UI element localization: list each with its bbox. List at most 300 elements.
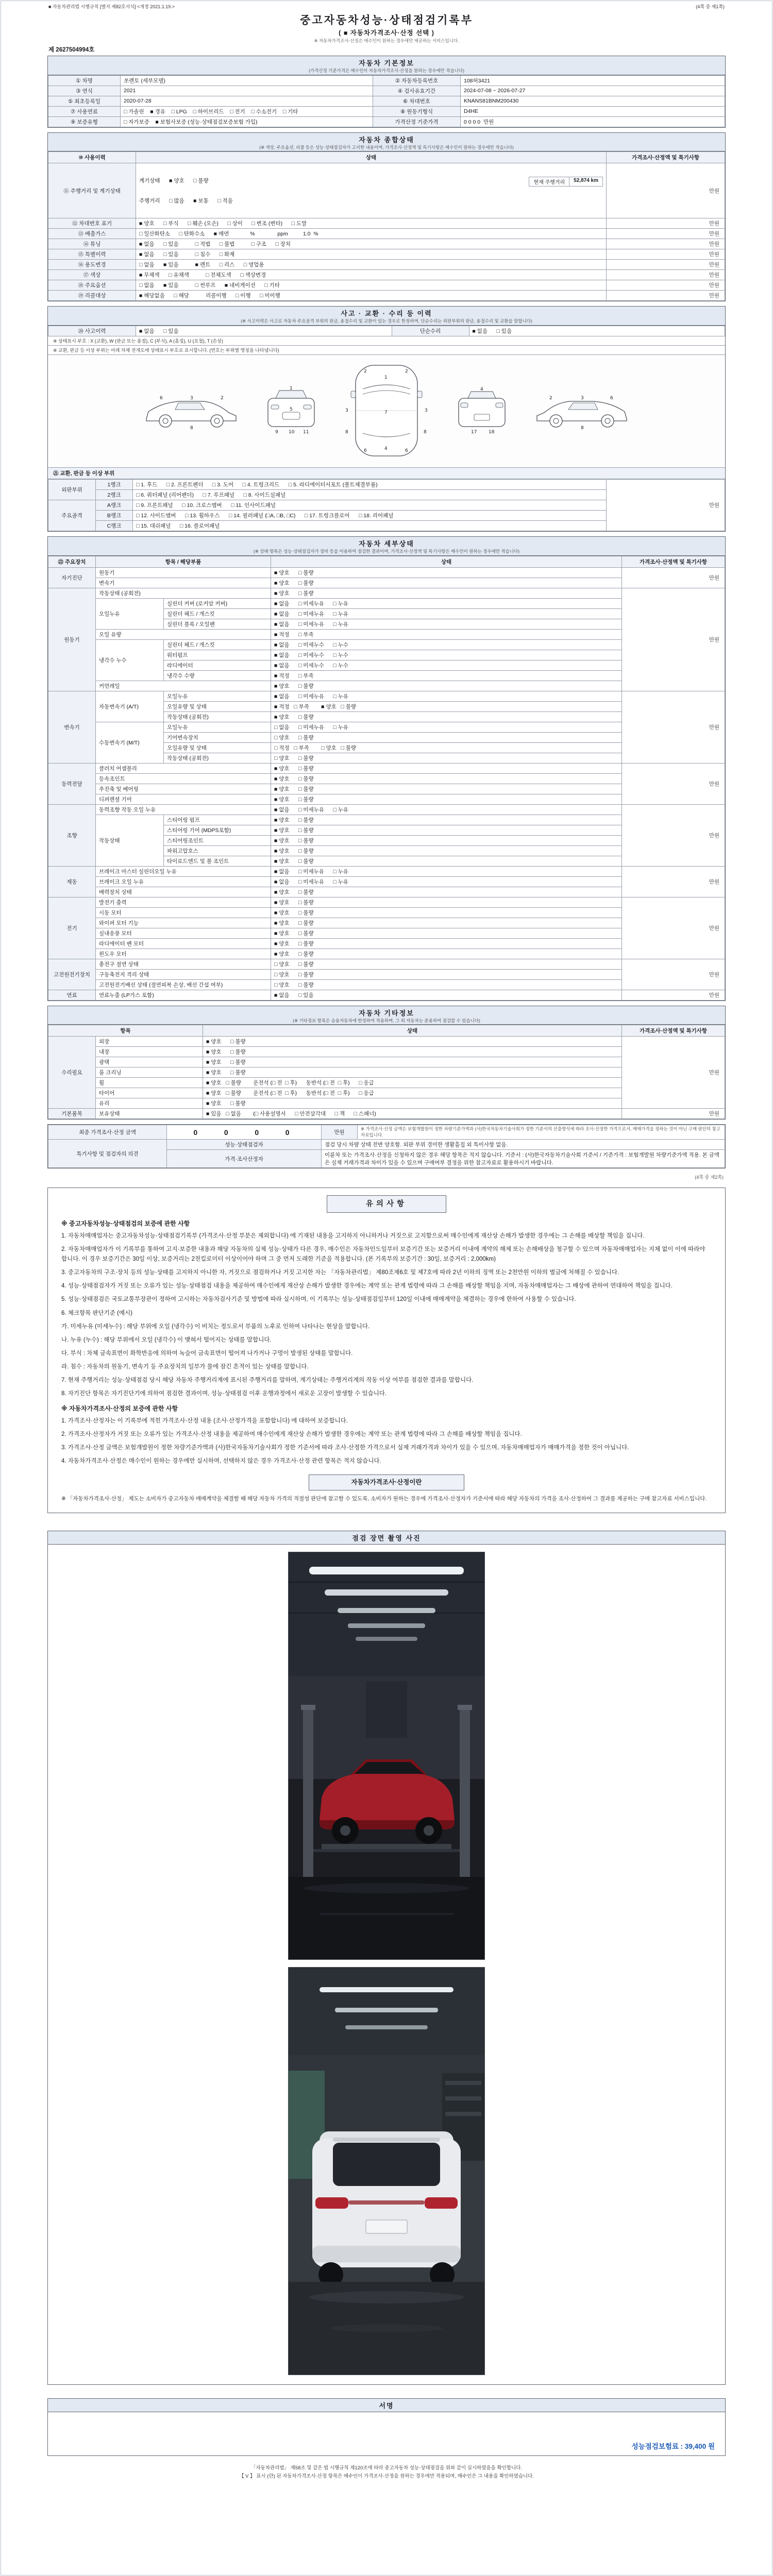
state-cell: ■ 없음 □ 미세누유 □ 누유	[271, 804, 622, 815]
mileage-value: 52,874 km	[569, 177, 602, 186]
car-side-left-view	[142, 387, 240, 434]
part-cell: 실린더 헤드 / 개스킷	[164, 639, 271, 650]
label-cell: 특기사항 및 점검자의 의견	[48, 1140, 167, 1168]
notice-item: 나. 누유 (누수) : 해당 부위에서 오일 (냉각수) 이 맺혀서 떨어지는 상태를 말합니다.	[61, 1336, 272, 1343]
price-cell: 만원	[607, 280, 725, 291]
state-cell: ■ 양호 □ 불량 운전석 (□ 전 □ 후) 동반석 (□ 전 □ 후) □ 응급	[203, 1088, 622, 1098]
diagram-number: 3	[345, 408, 348, 413]
basic-info-title: 자동차 기본정보	[359, 59, 414, 67]
inspection-photo-lift	[288, 1552, 485, 1960]
item-cell: 자동변속기 (A/T)	[96, 691, 164, 722]
part-cell: 실린더 헤드 / 개스킷	[164, 608, 271, 619]
label-cell: 최종 가격조사·산정 금액	[48, 1125, 167, 1140]
column-header: 상태	[271, 556, 622, 567]
diagram-number: 6	[364, 448, 367, 453]
part-cell: 라디에이터	[164, 660, 271, 670]
state-cell: ■ 양호 □ 불량	[271, 938, 622, 948]
state-cell: ■ 양호 □ 불량	[271, 681, 622, 691]
state-cell: ■ 양호 □ 불량	[203, 1098, 622, 1109]
notice-item: 라. 침수 : 자동차의 원동기, 변속기 등 주요장치의 일부가 물에 잠긴 흔적이 있는 상태를 말합니다.	[61, 1363, 309, 1370]
state-cell: ■ 없음 □ 미세누유 □ 누유	[271, 691, 622, 701]
state-cell: ■ 양호 □ 불량	[203, 1037, 622, 1047]
item-cell: 타이어	[96, 1088, 203, 1098]
document-title: 중고자동차성능·상태점검기록부	[300, 14, 473, 26]
photos-header	[48, 1531, 725, 1545]
photos-title: 점검 장면 촬영 사진	[352, 1534, 421, 1542]
item-cell: 브레이크 오일 누유	[96, 876, 271, 887]
item-cell: 디퍼렌셜 기어	[96, 794, 271, 804]
state-cell: ■ 없음 □ 있음	[271, 990, 622, 1000]
state-cell: ■ 양호 □ 불량	[203, 1067, 622, 1078]
device-cell: 조향	[48, 804, 96, 866]
signature-header	[48, 2399, 725, 2412]
part-cell: 스티어링 펌프	[164, 815, 271, 825]
column-header: 가격조사·산정액 및 특기사항	[622, 556, 725, 567]
item-cell: 추진축 및 베어링	[96, 784, 271, 794]
state-cell: ■ 없음 □ 있음 □ 침수 □ 화재	[136, 249, 607, 260]
car-body-diagram	[48, 355, 725, 468]
label-cell: ⑮ 특별이력	[48, 249, 136, 260]
state-cell: ■ 양호 □ 불량	[271, 835, 622, 845]
part-cell: 기어변속장치	[164, 732, 271, 742]
state-cell: ■ 양호 □ 불량	[271, 856, 622, 866]
part-cell: 스티어링조인트	[164, 835, 271, 845]
current-mileage-box	[529, 177, 603, 187]
item-cell: 유리	[96, 1098, 203, 1109]
notice-item: 3. 가격조사·산정 금액은 보험개발원이 정한 차량기준가액과 (사)한국자동차기술사회가 정한 기준서에 따라 조사·산정한 가격으로서 실제 거래가격과 차이가 있을 수 있으며, 자동차매매업자가 매매가격을 정한 것이 아닙니다.	[61, 1445, 629, 1451]
parts-cell: □ 12. 사이드멤버 □ 13. 휠하우스 □ 14. 필러패널 (□A, □B, □C) □ 17. 트렁크플로어 □ 18. 리어패널	[133, 510, 607, 520]
price-option-note: ※ 자동차가격조사·산정은 매수인이 원하는 경우에만 제공하는 서비스입니다.	[314, 38, 459, 43]
state-cell: ■ 양호 □ 불량	[271, 567, 622, 578]
odometer-line2: 주행거리 □ 많음 ■ 보통 □ 적음	[139, 198, 233, 205]
label-cell: ⑰ 색상	[48, 270, 136, 280]
item-cell: 오일누유	[96, 598, 164, 629]
label-cell: ⑨ 보증유형	[48, 116, 121, 127]
item-cell: 외장	[96, 1037, 203, 1047]
basic-info-section	[47, 56, 726, 128]
item-cell: 작동상태	[96, 815, 164, 866]
diagram-number: 3	[581, 395, 584, 401]
detail-title: 자동차 세부상태	[359, 539, 414, 548]
value-cell: 2021	[121, 86, 373, 96]
notice-item: 4. 성능·상태점검자가 거짓 또는 오류가 있는 성능·상태점검 내용을 제공하여 매수인에게 재산상 손해가 발생한 경우에는 계약 또는 관계 법령에 따라 그 손해를 배상할 책임을 지며, 자동차매매업자는 그 배상에 관하여 연대하여 책임을 집니다.	[61, 1283, 673, 1290]
label-cell: ② 자동차등록번호	[373, 75, 461, 86]
misc-note: (※ 기타정보 항목은 승용자동차에 한정하여 적용하며, 그 외 자동차는 준용하여 점검할 수 있습니다)	[293, 1018, 480, 1023]
value-cell: 108허3421	[461, 75, 725, 86]
footer-line: 【 V 】 표시 (란) 된 자동차가격조사·산정 항목은 매수인이 가격조사·산정을 원하는 경우에만 적용되며, 매수인은 그 내용을 확인하였습니다.	[239, 2473, 534, 2479]
item-cell: 변속기	[96, 578, 271, 588]
photos-body	[48, 1545, 725, 2384]
item-cell: 작동상태 (공회전)	[96, 588, 271, 598]
price-cell: 만원	[622, 959, 725, 990]
notice-subheading: ※ 중고자동차성능·상태점검의 보증에 관한 사항	[61, 1220, 190, 1228]
device-cell: 전기	[48, 897, 96, 959]
column-header: ㉒ 주요장치	[48, 556, 96, 567]
diagram-number: 8	[581, 425, 584, 431]
diagram-number: 8	[424, 429, 427, 435]
state-cell: ■ 양호 □ 불량	[271, 948, 622, 959]
item-cell: 발전기 출력	[96, 897, 271, 907]
state-cell: ■ 해당없음 □ 해당 리콜이행 □ 이행 □ 미이행	[136, 291, 607, 301]
item-cell: 광택	[96, 1057, 203, 1067]
column-header: 상태	[203, 1025, 622, 1037]
notice-item: 4. 자동차가격조사·산정은 매수인이 원하는 경우에만 실시하며, 선택하지 않은 경우 가격조사·산정 관련 항목은 적지 않습니다.	[61, 1458, 381, 1465]
odometer-state-cell	[136, 163, 607, 218]
parts-cell: □ 6. 쿼터패널 (리어펜더) □ 7. 루프패널 □ 8. 사이드실패널	[133, 489, 607, 500]
accident-title: 사고 · 교환 · 수리 등 이력	[341, 310, 432, 318]
overall-condition-section	[47, 132, 726, 302]
opinion-text: 이륜차 또는 가격조사·산정을 신청하지 않은 경우 해당 항목은 적지 않습니다. 기준서 : (사)한국자동차기술사회 기준서 / 기준가격 : 보험개발원 차량기준가액 적용. 본 금액은 실제 거래가격과 차이가 있을 수 있으며 구매여부 결정을 위한 참고자료로 활용하시기 바랍니다.	[322, 1150, 725, 1168]
part-cell: 실린더 커버 (로커암 커버)	[164, 598, 271, 608]
part-cell: 오일누유	[164, 722, 271, 732]
state-cell: ■ 없음 □ 있음	[469, 326, 725, 336]
state-cell: □ 없음 ■ 있음 □ 썬루프 ■ 네비게이션 □ 기타	[136, 280, 607, 291]
unit-cell: 만원	[322, 1125, 358, 1140]
label-cell: ⑧ 원동기형식	[373, 106, 461, 116]
document-number: 제 2627504994호	[48, 47, 95, 53]
device-cell: 자기진단	[48, 567, 96, 588]
final-price-value: 0 0 0 0	[167, 1125, 322, 1140]
state-cell: ■ 무채색 □ 유채색 □ 전체도색 □ 색상변경	[136, 270, 607, 280]
label-cell: ⑤ 최초등록일	[48, 96, 121, 106]
diagram-number: 8	[190, 425, 193, 431]
group-cell: 수리필요	[48, 1037, 96, 1109]
final-price-section	[47, 1124, 726, 1168]
diagram-number: 11	[303, 429, 309, 435]
part-cell: 오일유량 및 상태	[164, 742, 271, 753]
item-cell: 라디에이터 팬 모터	[96, 938, 271, 948]
group-cell: 외판부위	[48, 479, 96, 500]
final-price-table	[48, 1125, 725, 1168]
state-cell: ■ 적정 □ 부족	[271, 629, 622, 639]
state-cell: ■ 양호 □ 불량	[203, 1047, 622, 1057]
state-cell: □ 양호 □ 불량	[271, 959, 622, 969]
label-cell: 단순수리	[392, 326, 469, 336]
column-header: 가격조사·산정액 및 특기사항	[607, 152, 725, 163]
pricing-definition-title: 자동차가격조사·산정이란	[309, 1475, 464, 1490]
notice-item: 1. 자동차매매업자는 중고자동차성능·상태점검기록부 (가격조사·산정 부분은 제외합니다) 에 기재된 내용을 고지하지 아니하거나 거짓으로 고지함으로써 매수인에게 재산상 손해가 발생한 경우에는 그 손해를 배상할 책임을 집니다.	[61, 1233, 645, 1240]
item-cell: 윈도우 모터	[96, 948, 271, 959]
diagram-number: 3	[190, 395, 193, 401]
price-cell: 만원	[622, 990, 725, 1000]
value-cell: KNANS81BNM200430	[461, 96, 725, 106]
value-cell: 2020-07-28	[121, 96, 373, 106]
label-cell: ⑥ 차대번호	[373, 96, 461, 106]
car-top-view	[342, 361, 431, 460]
notice-title: 유의사항	[327, 1195, 446, 1213]
signature-area	[48, 2412, 725, 2455]
final-price-note: ※ 가격조사·산정 금액은 보험개발원이 정한 차량기준가액과 (사)한국자동차기술사회가 정한 기준서의 산출방식에 따라 조사·산정한 가격으로서, 매매가격을 정하는 것이 아닌 구매 판단의 참고자료입니다.	[358, 1125, 725, 1140]
overall-note: (※ 색상, 주요옵션, 리콜 등은 성능·상태점검자가 고지한 내용이며, 가격조사·산정액 및 특기사항은 매수인이 원하는 경우에만 적습니다)	[259, 144, 514, 150]
price-cell: 만원	[622, 691, 725, 763]
device-cell: 제동	[48, 866, 96, 897]
misc-header	[48, 1006, 725, 1025]
rank-cell: A랭크	[96, 500, 133, 510]
accident-history-table	[48, 326, 725, 336]
fuel-checkboxes: □ 가솔린 ■ 경유 □ LPG □ 하이브리드 □ 전기 □ 수소전기 □ 기타	[121, 106, 373, 116]
part-cell: 냉각수 수량	[164, 670, 271, 681]
item-cell: 동력조향 작동 오일 누유	[96, 804, 271, 815]
part-cell: 작동상태 (공회전)	[164, 753, 271, 763]
price-cell: 만원	[607, 291, 725, 301]
car-front-view	[263, 385, 320, 436]
overall-table	[48, 151, 725, 301]
state-cell: ■ 양호 □ 부식 □ 훼손 (오손) □ 상이 □ 변조 (변타) □ 도말	[136, 218, 607, 229]
page-marker: (4쪽 중 제2쪽)	[695, 1175, 724, 1180]
item-cell: 휠	[96, 1078, 203, 1088]
part-cell: 파워고압호스	[164, 845, 271, 856]
detail-header	[48, 537, 725, 556]
label-cell: ⑲ 리콜대상	[48, 291, 136, 301]
state-cell: □ 없음 □ 미세누유 □ 누유	[271, 722, 622, 732]
label-cell: ⑭ 튜닝	[48, 239, 136, 249]
accident-header	[48, 307, 725, 326]
price-cell: 만원	[622, 588, 725, 691]
group-cell: 기본품목	[48, 1109, 96, 1119]
basic-info-table	[48, 75, 725, 127]
state-cell: ■ 양호 □ 불량	[271, 711, 622, 722]
notice-item: 7. 현재 주행거리는 성능·상태점검 당시 해당 자동차 주행거리계에 표시된 주행거리를 말하며, 계기상태는 주행거리계의 작동 이상 여부를 점검한 결과를 말합니다.	[61, 1377, 474, 1383]
state-cell: ■ 없음 □ 있음 □ 적법 □ 불법 □ 구조 □ 장치	[136, 239, 607, 249]
diagram-number: 6	[610, 395, 613, 401]
diagram-number: 9	[275, 429, 278, 435]
part-cell: 워터펌프	[164, 650, 271, 660]
label-cell: ⑱ 주요옵션	[48, 280, 136, 291]
gauge-state: 계기상태 ■ 양호 □ 불량	[139, 178, 209, 184]
notice-item: 8. 자기진단 항목은 자기진단기에 의하여 점검한 결과이며, 성능·상태점검 이후 운행과정에서 새로운 고장이 발생할 수 있습니다.	[61, 1390, 387, 1397]
state-cell: ■ 없음 □ 미세누유 □ 누유	[271, 876, 622, 887]
item-cell: 내장	[96, 1047, 203, 1057]
price-cell: 만원	[622, 866, 725, 897]
odometer-line1	[139, 177, 603, 184]
item-cell: 커먼레일	[96, 681, 271, 691]
item-cell: 충전구 절연 상태	[96, 959, 271, 969]
notice-item: 6. 체크항목 판단기준 (예시)	[61, 1310, 132, 1316]
rank-cell: C랭크	[96, 520, 133, 531]
rank-cell: 2랭크	[96, 489, 133, 500]
car-rear-view	[453, 385, 510, 436]
misc-info-section	[47, 1006, 726, 1120]
diagram-number: 2	[364, 368, 367, 374]
group-cell: 주요골격	[48, 500, 96, 531]
label-cell: ⑪ 주행거리 및 계기상태	[48, 163, 136, 218]
label-cell: ⑯ 용도변경	[48, 260, 136, 270]
item-cell: 보유상태	[96, 1109, 203, 1119]
state-cell: ■ 양호 □ 불량	[271, 918, 622, 928]
notice-item: 가. 미세누유 (미세누수) : 해당 부위에 오일 (냉각수) 이 비치는 정도로서 부품의 노후로 인하여 나타나는 현상을 말합니다.	[61, 1323, 370, 1330]
state-cell: ■ 없음 □ 있음	[136, 326, 392, 336]
value-cell: 0 0 0 0 만원	[461, 116, 725, 127]
diagram-number: 1	[290, 385, 293, 391]
price-cell: 만원	[622, 1109, 725, 1119]
inspection-photo-rear	[288, 1967, 485, 2375]
device-cell: 변속기	[48, 691, 96, 763]
page-marker: (4쪽 중 제1쪽)	[696, 4, 725, 9]
accident-history-section	[47, 306, 726, 532]
diagram-number: 2	[405, 368, 408, 374]
form-reference: ■ 자동차관리법 시행규칙 [별지 제82호서식] <개정 2021.1.19.>	[48, 4, 175, 9]
diagram-number: 10	[289, 429, 295, 435]
exchange-area-table	[48, 479, 725, 531]
state-cell: ■ 양호 □ 불량	[271, 897, 622, 907]
state-cell: ■ 양호 □ 불량	[271, 907, 622, 918]
state-cell: ■ 없음 □ 미세누유 □ 누유	[271, 598, 622, 608]
state-cell: ■ 양호 □ 불량	[271, 815, 622, 825]
state-cell: ■ 적정 □ 부족 ■ 양호 □ 불량	[271, 701, 622, 711]
device-cell: 고전원전기장치	[48, 959, 96, 990]
item-cell: 연료누출 (LP가스 포함)	[96, 990, 271, 1000]
label-cell: 가격·조사산정자	[167, 1150, 322, 1168]
state-cell: □ 양호 □ 불량	[271, 969, 622, 979]
part-cell: 작동상태 (공회전)	[164, 711, 271, 722]
label-cell: 가격산정 기준가격	[373, 116, 461, 127]
label-cell: ③ 연식	[48, 86, 121, 96]
diagram-number: 17	[471, 429, 477, 435]
diagram-number: 8	[345, 429, 348, 435]
label-cell: ⑬ 배출가스	[48, 229, 136, 239]
device-cell: 연료	[48, 990, 96, 1000]
misc-title: 자동차 기타정보	[359, 1009, 414, 1017]
price-cell: 만원	[607, 479, 725, 531]
label-cell: ⑳ 사고이력	[48, 326, 136, 336]
item-cell: 고전원전기배선 상태 (절연피복 손상, 배선 간섭 여부)	[96, 979, 271, 990]
state-cell: ■ 양호 □ 불량	[271, 784, 622, 794]
price-cell: 만원	[622, 763, 725, 804]
price-cell: 만원	[607, 239, 725, 249]
price-cell: 만원	[622, 1037, 725, 1109]
item-cell: 클러치 어셈블리	[96, 763, 271, 773]
diagram-number: 6	[405, 448, 408, 453]
device-cell: 원동기	[48, 588, 96, 691]
state-cell: □ 일산화탄소 □ 탄화수소 ■ 매연 % ppm 1.0 %	[136, 229, 607, 239]
overall-header	[48, 133, 725, 152]
item-cell: 배력장치 상태	[96, 887, 271, 897]
price-cell: 만원	[607, 229, 725, 239]
state-cell: ■ 양호 □ 불량	[271, 845, 622, 856]
detail-condition-section	[47, 536, 726, 1001]
device-cell: 동력전달	[48, 763, 96, 804]
value-cell: D4HE	[461, 106, 725, 116]
notice-item: 3. 중고자동차의 구조·장치 등의 성능·상태를 고지하지 아니한 자, 거짓으로 점검하거나 거짓 고지한 자는 「자동차관리법」 제80조제6호 및 제7호에 따라 2년 이하의 징역 또는 2천만원 이하의 벌금에 처해질 수 있습니다.	[61, 1269, 619, 1276]
column-header: 항목 / 해당부품	[96, 556, 271, 567]
diagram-number: 1	[384, 375, 388, 380]
detail-condition-table	[48, 556, 725, 1001]
state-cell: □ 양호 □ 불량	[271, 753, 622, 763]
item-cell: 수동변속기 (M/T)	[96, 722, 164, 763]
detail-note: (※ 상태 항목은 성능·상태점검자가 장비 등을 이용하여 점검한 결과이며, 가격조사·산정액 및 특기사항은 매수인이 원하는 경우에만 적습니다)	[253, 548, 520, 554]
part-cell: 타이로드엔드 및 볼 조인트	[164, 856, 271, 866]
value-cell: 쏘렌토 (세부모델)	[121, 75, 373, 86]
diagram-number: 4	[480, 386, 483, 392]
diagram-number: 2	[221, 395, 224, 401]
label-cell: ⑦ 사용연료	[48, 106, 121, 116]
state-mark-note2: ※ 교환, 판금 등 이상 부위는 아래 차체 전개도에 상태표시 부호로 표시합니다. (번호는 부위별 명칭을 나타냅니다)	[48, 346, 725, 355]
price-cell: 만원	[607, 270, 725, 280]
diagram-number: 6	[160, 395, 163, 401]
rank-cell: 1랭크	[96, 479, 133, 489]
column-header: 가격조사·산정액 및 특기사항	[622, 1025, 725, 1037]
diagram-number: 7	[384, 410, 388, 415]
state-cell: ■ 양호 □ 불량	[271, 887, 622, 897]
misc-info-table	[48, 1025, 725, 1119]
state-mark-legend: ※ 상태표시 부호 : X (교환), W (판금 또는 용접), C (부식), A (흠집), U (요철), T (손상)	[48, 336, 725, 346]
signature-title: 서명	[379, 2401, 394, 2410]
notice-item: 다. 부식 : 차체 금속표면이 화학반응에 의하여 녹슬어 금속표면이 떨어져 나가거나 구멍이 발생된 상태를 말합니다.	[61, 1350, 353, 1357]
inspection-photos-section	[47, 1531, 726, 2385]
price-cell: 만원	[607, 249, 725, 260]
diagram-number: 18	[489, 429, 495, 435]
column-header: 항목	[48, 1025, 203, 1037]
item-cell: 실내송풍 모터	[96, 928, 271, 938]
part-cell: 오일누유	[164, 691, 271, 701]
price-cell: 만원	[622, 804, 725, 866]
column-header: ⑩ 사용이력	[48, 152, 136, 163]
state-cell: ■ 없음 □ 미세누유 □ 누유	[271, 866, 622, 876]
accident-note: (※ 사고이력은 사고로 자동차 주요골격 부위의 판금, 용접수리 및 교환이 있는 경우로 한정하며, 단순수리는 외판부위의 판금, 용접수리 및 교환을 말합니다)	[241, 318, 532, 324]
car-side-right-view	[533, 387, 631, 434]
state-cell: ■ 없음 □ 미세누수 □ 누수	[271, 660, 622, 670]
item-cell: 브레이크 마스터 실린더오일 누유	[96, 866, 271, 876]
value-cell: 2024-07-08 ~ 2026-07-27	[461, 86, 725, 96]
insurance-fee: 성능점검보험료 : 39,400 원	[631, 2442, 715, 2450]
notice-item: 2. 자동차매매업자가 이 기록부를 통하여 고지·보증한 내용과 해당 자동차의 실제 성능·상태가 다른 경우, 매수인은 자동차인도일부터 보증기간 또는 보증거리 이내에 계약의 해제 또는 손해배상을 청구할 수 있으며 자동차매매업자는 지체 없이 이에 따라야 합니다. 이 경우 보증기간은 30일 이상, 보증거리는 2천킬로미터 이상이어야 하며 그 중 먼저 도래한 기준을 적용합니다. (본 기록부의 보증기간 : 30일, 보증거리 : 2,000km)	[61, 1246, 705, 1263]
price-cell: 만원	[622, 897, 725, 959]
state-cell: ■ 없음 □ 미세누수 □ 누수	[271, 650, 622, 660]
diagram-number: 3	[425, 408, 428, 413]
state-cell: ■ 양호 □ 불량 운전석 (□ 전 □ 후) 동반석 (□ 전 □ 후) □ 응급	[203, 1078, 622, 1088]
basic-info-note: (가격산정 기준가격은 매수인이 자동차가격조사·산정을 원하는 경우에만 적습니다)	[309, 68, 464, 73]
parts-cell: □ 15. 대쉬패널 □ 16. 플로어패널	[133, 520, 607, 531]
part-cell: 오일유량 및 상태	[164, 701, 271, 711]
label-cell: ⑫ 차대번호 표기	[48, 218, 136, 229]
diagram-number: 5	[290, 406, 293, 412]
state-cell: □ 양호 □ 불량	[271, 732, 622, 742]
basic-info-header	[48, 56, 725, 75]
item-cell: 원동기	[96, 567, 271, 578]
price-cell: 만원	[622, 567, 725, 588]
overall-title: 자동차 종합상태	[359, 135, 414, 144]
state-cell: ■ 없음 □ 미세누수 □ 누수	[271, 639, 622, 650]
notice-item: 1. 가격조사·산정자는 이 기록부에 적힌 가격조사·산정 내용 (조사·산정가격을 포함합니다) 에 대하여 보증합니다.	[61, 1417, 348, 1424]
record-sheet	[47, 0, 726, 2481]
price-cell: 만원	[607, 218, 725, 229]
part-cell: 실린더 블록 / 오일팬	[164, 619, 271, 629]
price-cell: 만원	[607, 260, 725, 270]
notice-item: 5. 성능·상태점검은 국토교통부장관이 정하여 고시하는 자동차검사기준 및 방법에 따라 실시하며, 이 기록부는 성능·상태점검일부터 120일 이내에 매매계약을 체결하는 경우에 한하여 사용할 수 있습니다.	[61, 1296, 576, 1303]
part-cell: 스티어링 기어 (MDPS포함)	[164, 825, 271, 835]
item-cell: 오일 유량	[96, 629, 271, 639]
notice-subheading: ※ 자동차가격조사·산정의 보증에 관한 사항	[61, 1405, 178, 1413]
column-header: 상태	[136, 152, 607, 163]
state-cell: ■ 양호 □ 불량	[271, 794, 622, 804]
item-cell: 와이퍼 모터 기능	[96, 918, 271, 928]
notice-item: 2. 가격조사·산정자가 거짓 또는 오류가 있는 가격조사·산정 내용을 제공하여 매수인에게 재산상 손해가 발생한 경우에는 계약 또는 관계 법령에 따라 그 손해를 배상할 책임을 집니다.	[61, 1431, 522, 1438]
exchange-area-header: ㉑ 교환, 판금 등 이상 부위	[48, 468, 725, 479]
state-cell: ■ 적정 □ 부족	[271, 670, 622, 681]
state-cell: ■ 양호 □ 불량	[271, 588, 622, 598]
state-cell: ■ 양호 □ 불량	[203, 1057, 622, 1067]
diagram-number: 4	[384, 446, 388, 451]
signature-section	[47, 2398, 726, 2456]
notice-section	[47, 1188, 726, 1513]
item-cell: 구동축전지 격리 상태	[96, 969, 271, 979]
state-cell: ■ 있음 □ 없음 (□ 사용설명서 □ 안전삼각대 □ 잭 □ 스패너)	[203, 1109, 622, 1119]
label-cell: ① 차명	[48, 75, 121, 86]
parts-cell: □ 1. 후드 □ 2. 프론트펜더 □ 3. 도어 □ 4. 트렁크리드 □ 5. 라디에이터서포트 (볼트체결부품)	[133, 479, 607, 489]
mileage-label: 현재 주행거리	[533, 180, 565, 186]
footer-statements	[47, 2464, 726, 2481]
state-cell: □ 없음 ■ 있음 ■ 렌트 □ 리스 □ 영업용	[136, 260, 607, 270]
